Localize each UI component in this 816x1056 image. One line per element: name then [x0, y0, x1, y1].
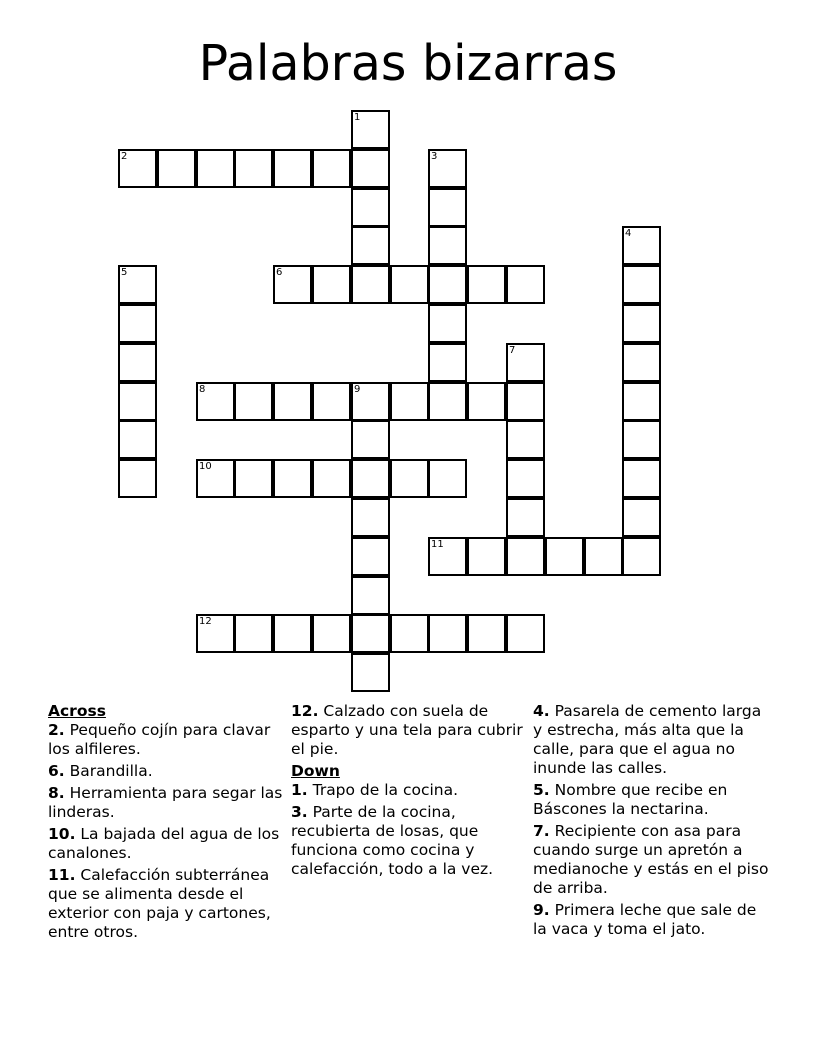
grid-cell[interactable]: [351, 653, 390, 692]
clue-text: Trapo de la cocina.: [312, 781, 459, 799]
clue-number: 5.: [533, 781, 550, 799]
grid-cell[interactable]: [118, 343, 157, 382]
grid-cell[interactable]: [622, 265, 661, 304]
grid-cell[interactable]: [622, 226, 661, 265]
grid-cell[interactable]: [545, 537, 584, 576]
grid-cell[interactable]: [506, 498, 545, 537]
clue-across-11: [48, 866, 284, 942]
grid-cell[interactable]: [428, 188, 467, 227]
clue-down-7: [533, 822, 769, 898]
grid-cell[interactable]: [196, 149, 235, 188]
across-heading: Across: [48, 702, 106, 720]
grid-cell[interactable]: [234, 382, 273, 421]
grid-cell[interactable]: [118, 382, 157, 421]
clue-down-3: [291, 803, 527, 879]
grid-cell[interactable]: [428, 459, 467, 498]
grid-cell[interactable]: [157, 149, 196, 188]
grid-cell[interactable]: [428, 343, 467, 382]
grid-cell[interactable]: [622, 459, 661, 498]
grid-cell[interactable]: [351, 110, 390, 149]
grid-cell[interactable]: [312, 614, 351, 653]
grid-cell[interactable]: [118, 149, 157, 188]
grid-cell[interactable]: [467, 265, 506, 304]
grid-cell[interactable]: [390, 265, 429, 304]
cell-number: 5: [121, 267, 128, 278]
grid-cell[interactable]: [273, 149, 312, 188]
grid-cell[interactable]: [351, 537, 390, 576]
clue-text: Herramienta para segar las linderas.: [48, 784, 283, 821]
clue-number: 9.: [533, 901, 550, 919]
grid-cell[interactable]: [118, 459, 157, 498]
clue-number: 6.: [48, 762, 65, 780]
grid-cell[interactable]: [118, 304, 157, 343]
grid-cell[interactable]: [506, 382, 545, 421]
clue-text: Recipiente con asa para cuando surge un apretón a medianoche y estás en el piso de arriba.: [533, 822, 769, 897]
clue-number: 7.: [533, 822, 550, 840]
cell-number: 8: [199, 384, 206, 395]
grid-cell[interactable]: [584, 537, 623, 576]
cell-number: 9: [354, 384, 361, 395]
grid-cell[interactable]: [506, 614, 545, 653]
grid-cell[interactable]: [351, 265, 390, 304]
clue-number: 11.: [48, 866, 76, 884]
cell-number: 2: [121, 151, 128, 162]
grid-cell[interactable]: [351, 459, 390, 498]
grid-cell[interactable]: [351, 226, 390, 265]
grid-cell[interactable]: [622, 382, 661, 421]
clue-down-5: [533, 781, 769, 819]
grid-cell[interactable]: [234, 614, 273, 653]
cell-number: 1: [354, 112, 361, 123]
clue-down-1: [291, 781, 527, 800]
grid-cell[interactable]: [312, 382, 351, 421]
grid-cell[interactable]: [428, 226, 467, 265]
grid-cell[interactable]: [118, 265, 157, 304]
clue-text: Pasarela de cemento larga y estrecha, más alta que la calle, para que el agua no inunde las calles.: [533, 702, 762, 777]
grid-cell[interactable]: [506, 343, 545, 382]
grid-cell[interactable]: [351, 576, 390, 615]
grid-cell[interactable]: [428, 614, 467, 653]
clue-number: 10.: [48, 825, 76, 843]
grid-cell[interactable]: [312, 149, 351, 188]
grid-cell[interactable]: [234, 459, 273, 498]
grid-cell[interactable]: [273, 614, 312, 653]
clue-across-8: [48, 784, 284, 822]
page-title: Palabras bizarras: [198, 35, 618, 92]
clue-text: Calefacción subterránea que se alimenta desde el exterior con paja y cartones, entre otros.: [48, 866, 271, 941]
grid-cell[interactable]: [506, 420, 545, 459]
grid-cell[interactable]: [312, 265, 351, 304]
clue-number: 1.: [291, 781, 308, 799]
cell-number: 3: [431, 151, 438, 162]
clue-number: 12.: [291, 702, 319, 720]
clue-text: Barandilla.: [69, 762, 153, 780]
grid-cell[interactable]: [622, 304, 661, 343]
grid-cell[interactable]: [390, 382, 429, 421]
clue-across-12: [291, 702, 527, 759]
grid-cell[interactable]: [622, 537, 661, 576]
grid-cell[interactable]: [351, 149, 390, 188]
clue-text: Primera leche que sale de la vaca y toma el jato.: [533, 901, 757, 938]
cell-number: 12: [199, 616, 212, 627]
cell-number: 11: [431, 539, 444, 550]
grid-cell[interactable]: [467, 537, 506, 576]
clue-number: 2.: [48, 721, 65, 739]
grid-cell[interactable]: [428, 382, 467, 421]
clue-text: Pequeño cojín para clavar los alfileres.: [48, 721, 271, 758]
grid-cell[interactable]: [467, 382, 506, 421]
cell-number: 6: [276, 267, 283, 278]
cell-number: 10: [199, 461, 212, 472]
grid-cell[interactable]: [428, 537, 467, 576]
grid-cell[interactable]: [428, 149, 467, 188]
clues-column-3: [533, 702, 769, 942]
grid-cell[interactable]: [351, 188, 390, 227]
grid-cell[interactable]: [234, 149, 273, 188]
grid-cell[interactable]: [506, 459, 545, 498]
clue-number: 3.: [291, 803, 308, 821]
clues-column-1: [48, 702, 284, 945]
grid-cell[interactable]: [622, 420, 661, 459]
grid-cell[interactable]: [428, 265, 467, 304]
clue-down-9: [533, 901, 769, 939]
grid-cell[interactable]: [390, 459, 429, 498]
grid-cell[interactable]: [273, 265, 312, 304]
grid-cell[interactable]: [351, 498, 390, 537]
grid-cell[interactable]: [273, 382, 312, 421]
grid-cell[interactable]: [196, 459, 235, 498]
down-heading: Down: [291, 762, 340, 780]
cell-number: 4: [625, 228, 632, 239]
grid-cell[interactable]: [312, 459, 351, 498]
grid-cell[interactable]: [351, 382, 390, 421]
clue-number: 4.: [533, 702, 550, 720]
grid-cell[interactable]: [390, 614, 429, 653]
grid-cell[interactable]: [506, 537, 545, 576]
cell-number: 7: [509, 345, 516, 356]
clue-across-2: [48, 721, 284, 759]
grid-cell[interactable]: [467, 614, 506, 653]
clue-number: 8.: [48, 784, 65, 802]
grid-cell[interactable]: [622, 343, 661, 382]
grid-cell[interactable]: [196, 614, 235, 653]
grid-cell[interactable]: [118, 420, 157, 459]
grid-cell[interactable]: [428, 304, 467, 343]
clue-across-10: [48, 825, 284, 863]
clue-down-4: [533, 702, 769, 778]
clue-text: La bajada del agua de los canalones.: [48, 825, 280, 862]
clue-text: Nombre que recibe en Báscones la nectarina.: [533, 781, 728, 818]
grid-cell[interactable]: [196, 382, 235, 421]
clue-text: Parte de la cocina, recubierta de losas, que funciona como cocina y calefacción, todo a la vez.: [291, 803, 494, 878]
grid-cell[interactable]: [622, 498, 661, 537]
clue-across-6: [48, 762, 284, 781]
grid-cell[interactable]: [273, 459, 312, 498]
clue-text: Calzado con suela de esparto y una tela para cubrir el pie.: [291, 702, 523, 758]
grid-cell[interactable]: [506, 265, 545, 304]
clues-column-2: [291, 702, 527, 882]
grid-cell[interactable]: [351, 614, 390, 653]
grid-cell[interactable]: [351, 420, 390, 459]
